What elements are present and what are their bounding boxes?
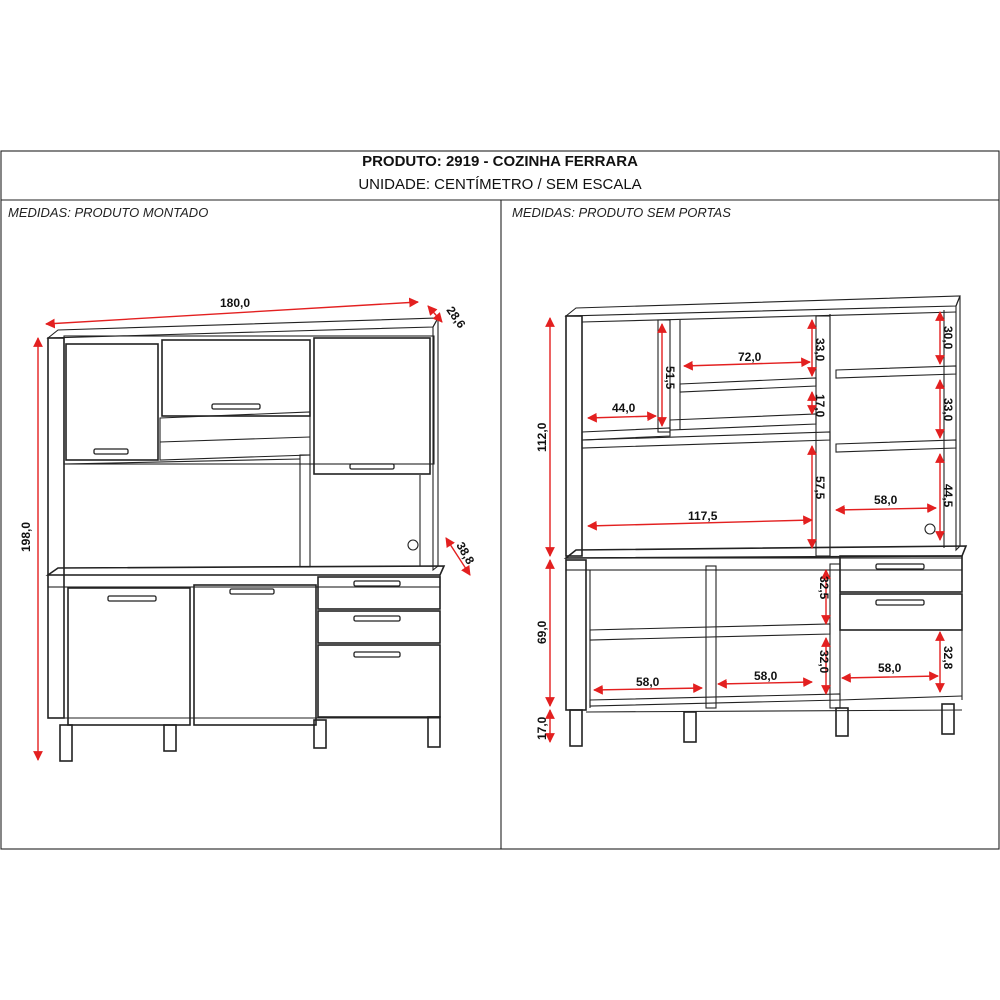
dim-right-mid-height-label: 33,0	[941, 398, 955, 422]
light-switch-icon	[925, 524, 935, 534]
dim-base-left-width-label: 58,0	[636, 675, 660, 689]
dim-open-area-height-label: 57,5	[813, 476, 827, 500]
door-handle	[212, 404, 260, 409]
leg	[570, 710, 582, 746]
light-switch-icon	[408, 540, 418, 550]
leg	[942, 704, 954, 734]
leg	[836, 708, 848, 736]
right-section-label: MEDIDAS: PRODUTO SEM PORTAS	[512, 205, 731, 220]
dim-right-top-height-label: 30,0	[941, 326, 955, 350]
dim-center-top-height-label: 33,0	[813, 338, 827, 362]
dim-depth-top-label: 28,6	[443, 303, 469, 331]
dim-center-shelf-width-label: 72,0	[738, 350, 762, 364]
door-handle	[350, 464, 394, 469]
dim-leg-height-label: 17,0	[535, 716, 549, 740]
dim-right-lower-width-label: 58,0	[874, 493, 898, 507]
drawer-handle	[876, 600, 924, 605]
upper-left-door	[66, 344, 158, 460]
dim-open-area-width-label: 117,5	[688, 509, 718, 523]
drawer-handle	[354, 616, 400, 621]
dim-base-right-height-label: 32,8	[941, 646, 955, 670]
base-left-door	[68, 588, 190, 725]
assembled-dimensions	[19, 296, 477, 760]
drawer-handle	[354, 652, 400, 657]
drawer-handle	[354, 581, 400, 586]
dim-left-niche-width-label: 44,0	[612, 401, 636, 415]
leg	[60, 725, 72, 761]
dim-base-right-width-label: 58,0	[878, 661, 902, 675]
assembled-cabinet	[48, 318, 444, 761]
dim-base-center-width-label: 58,0	[754, 669, 778, 683]
leg	[164, 725, 176, 751]
dim-base-lower-height-label: 32,0	[817, 650, 831, 674]
drawer-handle	[876, 564, 924, 569]
unit-subtitle: UNIDADE: CENTÍMETRO / SEM ESCALA	[358, 176, 642, 193]
leg	[428, 717, 440, 747]
door-handle	[94, 449, 128, 454]
dim-upper-height-label: 112,0	[535, 422, 549, 452]
dim-left-niche-height-label: 51,5	[663, 366, 677, 390]
dim-height-label: 198,0	[19, 521, 33, 552]
dim-right-lower-height-label: 44,5	[941, 484, 955, 508]
leg	[684, 712, 696, 742]
base-center-door	[194, 585, 316, 725]
door-handle	[230, 589, 274, 594]
dim-center-mid-height-label: 17,0	[813, 394, 827, 418]
upper-right-door	[314, 338, 430, 474]
dim-base-height-label: 69,0	[535, 620, 549, 644]
drawer-1	[840, 556, 962, 592]
dim-base-upper-height-label: 32,5	[817, 576, 831, 600]
dim-width-label: 180,0	[220, 296, 251, 310]
left-section-label: MEDIDAS: PRODUTO MONTADO	[8, 205, 209, 220]
door-handle	[108, 596, 156, 601]
dim-depth-base-label: 38,8	[453, 539, 478, 567]
product-title: PRODUTO: 2919 - COZINHA FERRARA	[362, 153, 638, 170]
